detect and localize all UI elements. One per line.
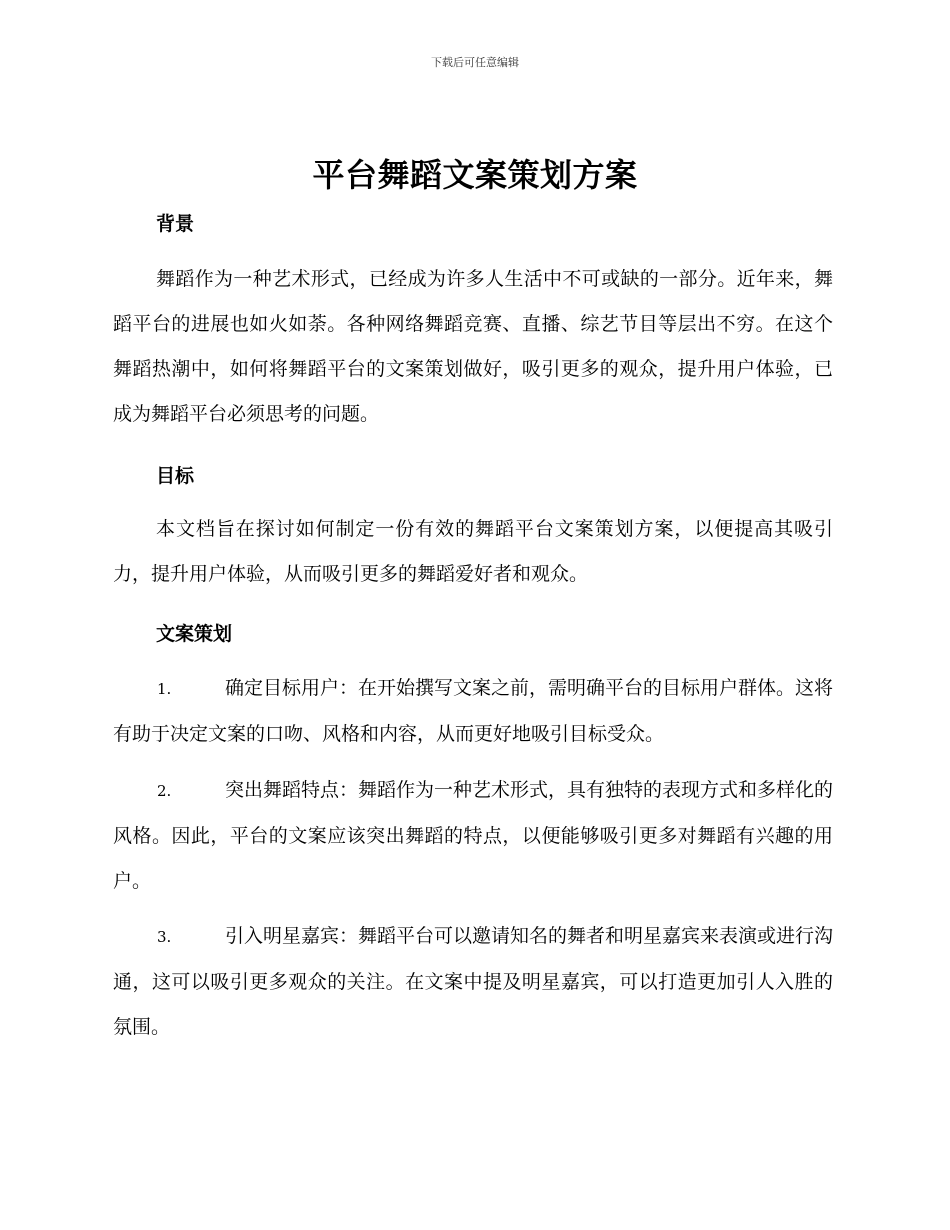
document-title: 平台舞蹈文案策划方案 (312, 156, 638, 194)
list-item (113, 768, 833, 904)
page-header: 下载后可任意编辑 (431, 56, 519, 69)
section-body-background: 舞蹈作为一种艺术形式，已经成为许多人生活中不可或缺的一部分。近年来，舞蹈平台的进展也如火如荼。各种网络舞蹈竞赛、直播、综艺节目等层出不穷。在这个舞蹈热潮中，如何将舞蹈平台的文案策划做好，吸引更多的观众，提升用户体验，已成为舞蹈平台必须思考的问题。 (113, 268, 833, 425)
list-item-number: 2. (157, 782, 172, 800)
list-item-number: 3. (157, 928, 172, 946)
section-heading-plan: 文案策划 (156, 623, 233, 645)
list-item (113, 666, 833, 757)
section-heading-background: 背景 (156, 213, 195, 235)
list-item-text: 突出舞蹈特点：舞蹈作为一种艺术形式，具有独特的表现方式和多样化的风格。因此，平台的文案应该突出舞蹈的特点，以便能够吸引更多对舞蹈有兴趣的用户。 (113, 779, 834, 892)
list-item-text: 引入明星嘉宾：舞蹈平台可以邀请知名的舞者和明星嘉宾来表演或进行沟通，这可以吸引更多观众的关注。在文案中提及明星嘉宾，可以打造更加引人入胜的氛围。 (113, 925, 834, 1038)
section-heading-goal: 目标 (156, 465, 195, 487)
list-item-number: 1. (157, 680, 172, 698)
list-item-text: 确定目标用户：在开始撰写文案之前，需明确平台的目标用户群体。这将有助于决定文案的口吻、风格和内容，从而更好地吸引目标受众。 (113, 677, 834, 745)
list-item (113, 914, 833, 1050)
section-body-goal: 本文档旨在探讨如何制定一份有效的舞蹈平台文案策划方案，以便提高其吸引力，提升用户体验，从而吸引更多的舞蹈爱好者和观众。 (113, 518, 833, 585)
